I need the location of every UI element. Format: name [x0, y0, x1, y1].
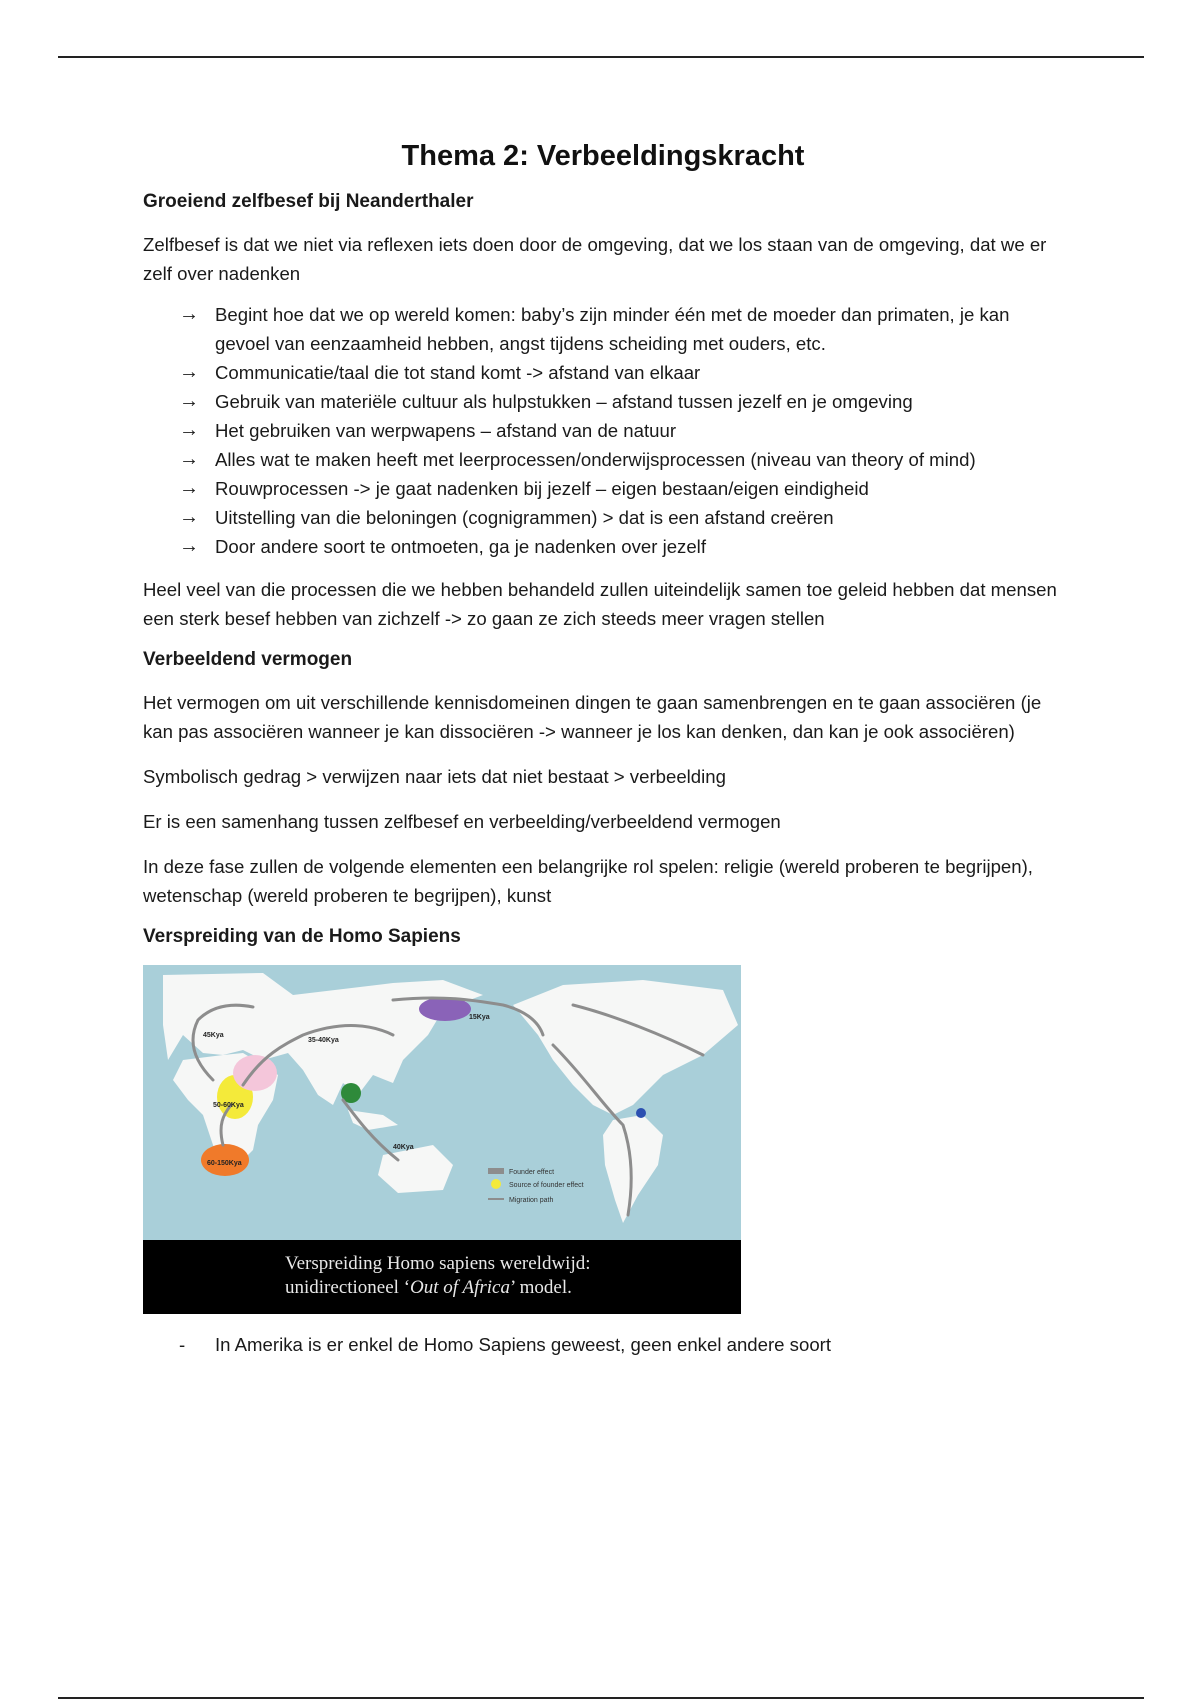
legend-label: Migration path [509, 1197, 554, 1204]
arrow-bullet-icon: → [179, 448, 199, 470]
arrow-bullet-icon: → [179, 390, 199, 412]
arrow-bullet-icon: → [179, 535, 199, 557]
list-item: → Alles wat te maken heeft met leerprocessen/onderwijsprocessen (niveau van theory of mind) [179, 445, 1063, 474]
map-caption [143, 1240, 741, 1314]
top-rule [58, 56, 1144, 58]
paragraph-zelfbesef-outro: Heel veel van die processen die we hebben behandeld zullen uiteindelijk samen toe geleid hebben dat mensen een sterk besef hebben van zichzelf -> zo gaan ze zich steeds meer vragen stellen [143, 579, 1057, 629]
section-heading-zelfbesef: Groeiend zelfbesef bij Neanderthaler [143, 191, 474, 212]
region-blue [636, 1108, 646, 1118]
legend-label: Founder effect [509, 1169, 555, 1176]
document-body [143, 140, 1063, 1359]
dash-bullet-icon: - [179, 1334, 186, 1355]
arrow-bullet-icon: → [179, 419, 199, 441]
paragraph-zelfbesef-intro: Zelfbesef is dat we niet via reflexen iets doen door de omgeving, dat we los staan van de omgeving, dat we er zelf over nadenken [143, 234, 1047, 284]
world-map [143, 965, 741, 1240]
paragraph-fase: In deze fase zullen de volgende elementen een belangrijke rol spelen: religie (wereld proberen te begrijpen), wetenschap (wereld proberen te begrijpen), kunst [143, 856, 1033, 906]
map-label: 50-60Kya [213, 1102, 244, 1109]
arrow-bullet-icon: → [179, 361, 199, 383]
section-heading-verbeeldend: Verbeeldend vermogen [143, 649, 353, 670]
list-item: → Het gebruiken van werpwapens – afstand van de natuur [179, 416, 1063, 445]
map-label: 45Kya [203, 1032, 224, 1039]
map-label: 60-150Kya [207, 1160, 242, 1167]
legend-label: Source of founder effect [509, 1182, 584, 1189]
source-of-founder-effect-swatch [491, 1179, 501, 1189]
list-item: → Uitstelling van die beloningen (cognigrammen) > dat is een afstand creëren [179, 503, 1063, 532]
list-item: → Begint hoe dat we op wereld komen: baby’s zijn minder één met de moeder dan primaten, je kan gevoel van eenzaamheid hebben, angst tijdens scheiding met ouders, etc. [179, 300, 1063, 358]
paragraph-symbolisch: Symbolisch gedrag > verwijzen naar iets dat niet bestaat > verbeelding [143, 766, 726, 787]
paragraph-samenhang: Er is een samenhang tussen zelfbesef en verbeelding/verbeeldend vermogen [143, 811, 781, 832]
paragraph-vermogen: Het vermogen om uit verschillende kennisdomeinen dingen te gaan samenbrengen en te gaan associëren (je kan pas associëren wanneer je kan dissociëren -> wanneer je los kan denken, dan kan je ook associëren) [143, 692, 1042, 742]
dash-bullet-list [143, 1330, 1063, 1359]
arrow-bullet-icon: → [179, 303, 199, 325]
arrow-bullet-icon: → [179, 477, 199, 499]
arrow-bullet-list [143, 300, 1063, 561]
arrow-bullet-icon: → [179, 506, 199, 528]
bottom-rule [58, 1697, 1144, 1699]
migration-map-figure [143, 965, 741, 1314]
list-item: → Door andere soort te ontmoeten, ga je nadenken over jezelf [179, 532, 1063, 561]
section-heading-verspreiding: Verspreiding van de Homo Sapiens [143, 926, 461, 947]
map-label: 15Kya [469, 1014, 490, 1021]
map-label: 40Kya [393, 1144, 414, 1151]
list-item: → Communicatie/taal die tot stand komt -> afstand van elkaar [179, 358, 1063, 387]
region-pink [233, 1055, 277, 1091]
caption-line-2: unidirectioneel ‘Out of Africa’ model. [285, 1277, 572, 1298]
list-item: → Gebruik van materiële cultuur als hulpstukken – afstand tussen jezelf en je omgeving [179, 387, 1063, 416]
caption-line-1: Verspreiding Homo sapiens wereldwijd: [285, 1253, 591, 1274]
founder-effect-swatch [488, 1168, 504, 1174]
list-item: → Rouwprocessen -> je gaat nadenken bij jezelf – eigen bestaan/eigen eindigheid [179, 474, 1063, 503]
map-label: 35-40Kya [308, 1037, 339, 1044]
list-item: - In Amerika is er enkel de Homo Sapiens geweest, geen enkel andere soort [179, 1330, 1063, 1359]
page-title: Thema 2: Verbeeldingskracht [401, 140, 805, 172]
